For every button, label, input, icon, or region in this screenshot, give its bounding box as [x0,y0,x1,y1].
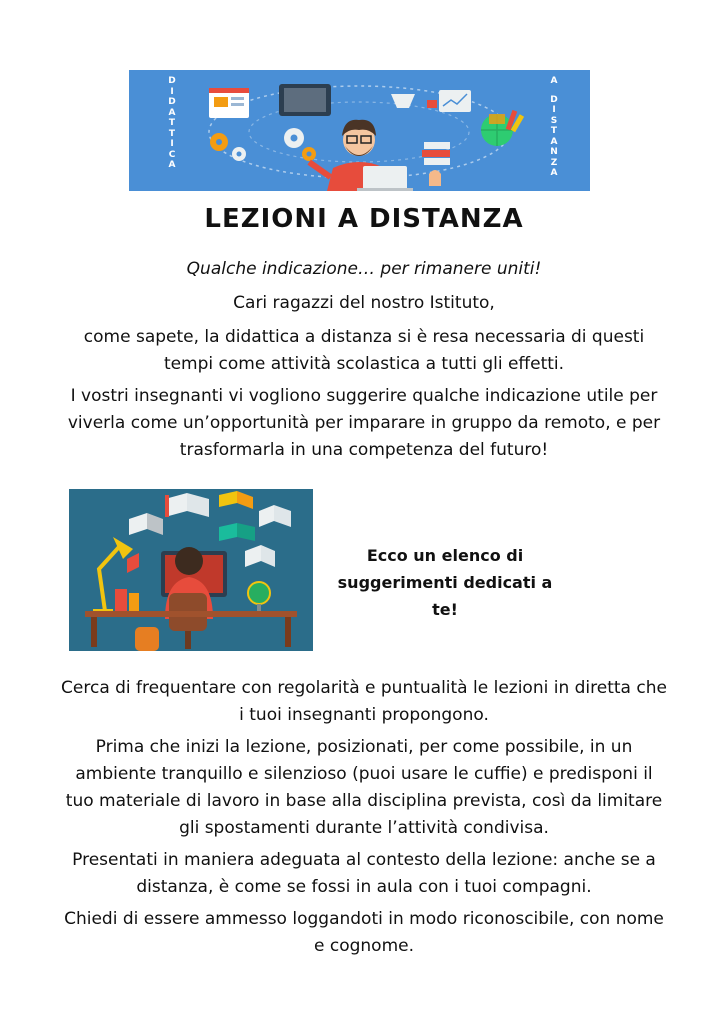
banner-right-text: A D I S T A N Z A [550,76,558,178]
banner-left-text: D I D A T T I C A [168,76,176,170]
suggestions-callout: Ecco un elenco di suggerimenti dedicati a te! [337,546,553,619]
tip-1: Cerca di frequentare con regolarità e puntualità le lezioni in diretta che i tuoi insegnanti propongono. [61,678,667,725]
tip-3: Presentati in maniera adeguata al contesto della lezione: anche se a distanza, è come se fossi in aula con i tuoi compagni. [72,850,656,897]
subtitle: Qualche indicazione… per rimanere uniti! [186,259,542,279]
tip-4: Chiedi di essere ammesso loggandoti in modo riconoscibile, con nome e cognome. [64,909,664,956]
banner-illustration [129,70,590,191]
page-title: LEZIONI A DISTANZA [204,204,524,234]
greeting: Cari ragazzi del nostro Istituto, [233,293,495,313]
intro-paragraph-1: come sapete, la didattica a distanza si è resa necessaria di questi tempi come attività scolastica a tutti gli effetti. [83,327,645,374]
tip-2: Prima che inizi la lezione, posizionati, per come possibile, in un ambiente tranquillo e silenzioso (puoi usare le cuffie) e predisponi il tuo materiale di lavoro in base alla disciplina prevista, così da limitare gli spostamenti durante l’attività condivisa. [65,737,663,838]
intro-paragraph-2: I vostri insegnanti vi vogliono suggerire qualche indicazione utile per viverla come un’opportunità per imparare in gruppo da remoto, e per trasformarla in una competenza del futuro! [67,386,661,460]
student-desk-illustration [69,489,313,651]
banner-image [129,70,590,191]
study-illustration [69,489,313,651]
